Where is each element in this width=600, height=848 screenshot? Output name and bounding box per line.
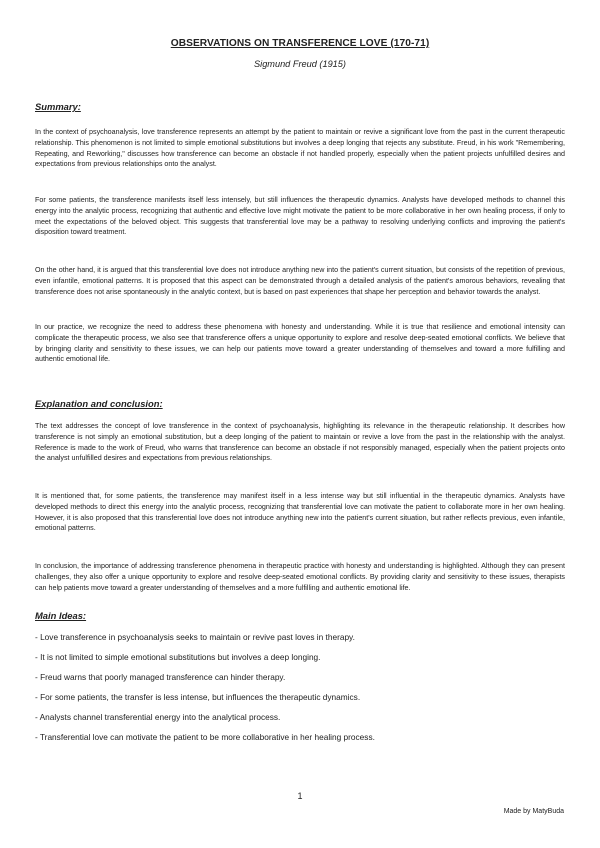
summary-paragraph-2: For some patients, the transference manifests itself less intensely, but still influences the therapeutic dynamics. Analysts have developed methods to channel this energy into the analytic process, recognizing that authentic and effective love might motivate the patient to be more collaborative in her own healing process, if only to meet the expectations of the beloved object. This suggests that transferential love may be a pathway to resolving underlying conflicts and improving the patient's disposition toward treatment. [35,196,565,237]
document-author: Sigmund Freud (1915) [254,59,346,69]
made-by-credit: Made by MatyBuda [503,808,564,815]
explanation-heading: Explanation and conclusion: [35,398,163,409]
summary-heading: Summary: [35,101,81,112]
main-idea-item: - Analysts channel transferential energy into the analytical process. [35,712,281,722]
explanation-paragraph-2: It is mentioned that, for some patients, the transference may manifest itself in a less intense way but still influential in the therapeutic dynamics. Analysts have developed methods to direct this energy into the analytic process, recognizing that transferential love can motivate the patient to collaborate more in her own healing. However, it is also proposed that this transferential love does not introduce anything new into the patient's current situation, but rather reflects previous, even infantile, emotional patterns. [35,492,565,533]
main-idea-item: - Freud warns that poorly managed transference can hinder therapy. [35,672,286,682]
main-idea-item: - Love transference in psychoanalysis seeks to maintain or revive past loves in therapy. [35,632,355,642]
main-idea-item: - Transferential love can motivate the patient to be more collaborative in her healing process. [35,732,375,742]
document-title: OBSERVATIONS ON TRANSFERENCE LOVE (170-71) [170,38,430,49]
explanation-paragraph-1: The text addresses the concept of love transference in the context of psychoanalysis, highlighting its relevance in the therapeutic relationship. It describes how transference is not simply an emotional substitution, but a deep longing of the patient to maintain or revive a love from the past in the relationship with the analyst. Reference is made to the work of Freud, who warns that transference can become an obstacle if not responsibly managed, especially when the patient projects onto the analyst unfulfilled desires and expectations from previous relationships. [35,422,565,463]
summary-paragraph-3: On the other hand, it is argued that this transferential love does not introduce anything new into the patient's current situation, but consists of the repetition of previous, even infantile, emotional patterns. It is proposed that this aspect can be demonstrated through a detailed analysis of the patient's amorous behaviors, revealing that transference does not arise spontaneously in the analytic context, but is based on past experiences that shape her perception and behavior towards the analyst. [35,266,565,296]
summary-section [35,101,565,112]
page-number: 1 [297,791,303,801]
main-idea-item: - For some patients, the transfer is less intense, but influences the therapeutic dynamics. [35,692,361,702]
summary-paragraph-1: In the context of psychoanalysis, love transference represents an attempt by the patient to maintain or revive a significant love from the past in the current therapeutic relationship. This phenomenon is not limited to simple emotional substitutions but involves a deep longing that rejects any substitute. Freud, in his work "Remembering, Repeating, and Reworking," discusses how transference can become an obstacle if not handled properly, especially when the patient projects unfulfilled desires and expectations from previous relationships onto the analyst. [35,128,565,169]
main-idea-item: - It is not limited to simple emotional substitutions but involves a deep longing. [35,652,321,662]
explanation-section [35,398,565,409]
main-ideas-section [35,610,565,621]
main-ideas-list [35,631,565,743]
main-ideas-heading: Main Ideas: [35,610,87,621]
summary-paragraph-4: In our practice, we recognize the need to address these phenomena with honesty and understanding. While it is true that resilience and emotional intensity can complicate the therapeutic process, we also see that transference offers a unique opportunity to explore and resolve deep-seated emotional conflicts. We believe that by bringing clarity and sensitivity to these issues, we can help our patients move toward a greater understanding of themselves and toward a more fulfilling and authentic emotional life. [35,323,565,364]
explanation-paragraph-3: In conclusion, the importance of addressing transference phenomena in therapeutic practice with honesty and understanding is highlighted. Although they can present challenges, they also offer a unique opportunity to explore and resolve deep-seated emotional conflicts. By providing clarity and sensitivity to these issues, therapists can help patients move toward a greater understanding of themselves and a more fulfilling and authentic emotional life. [35,562,565,592]
